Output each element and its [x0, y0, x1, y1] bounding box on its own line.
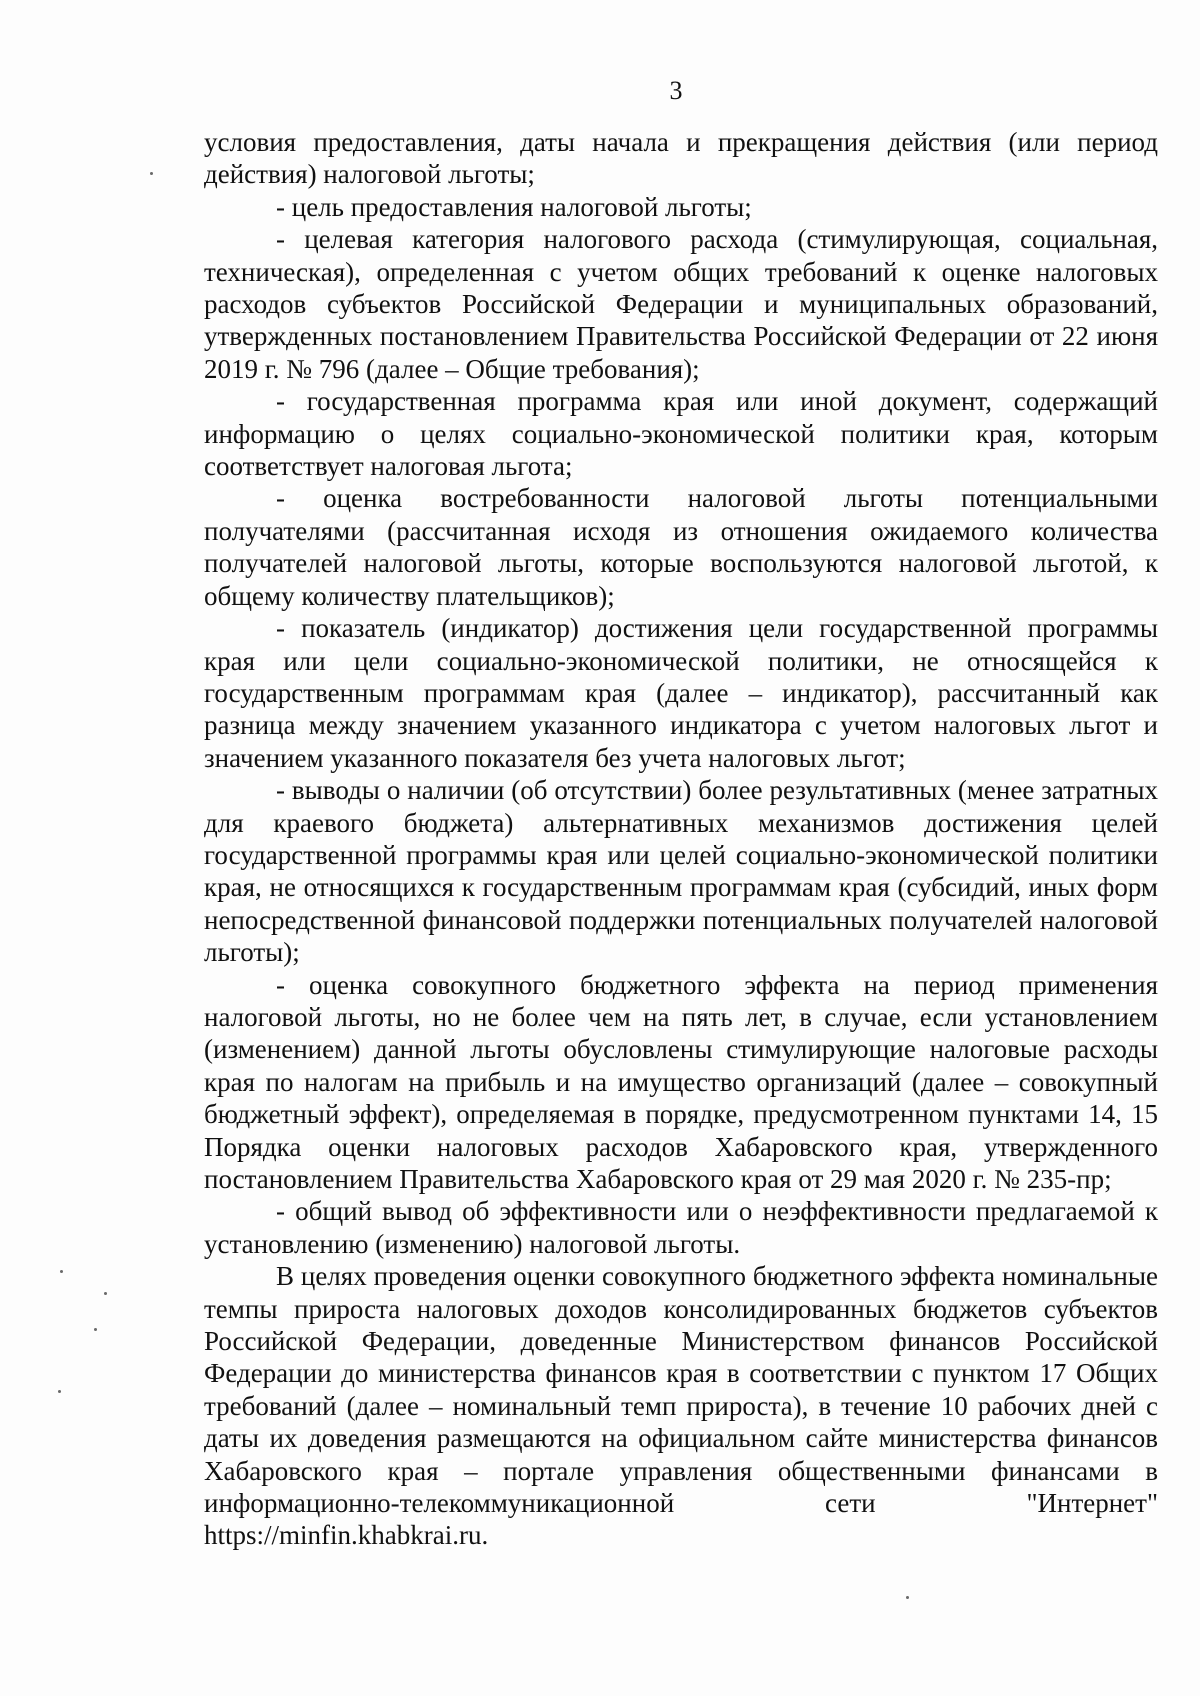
scan-speck — [906, 1596, 909, 1599]
page-number: 3 — [669, 76, 683, 105]
scan-speck — [150, 172, 153, 175]
scan-speck — [94, 1328, 97, 1331]
paragraph-alternatives: - выводы о наличии (об отсутствии) более результативных (менее затратных для краевого бюджета) альтернативных механизмов достижения целей государственной программы края или целей социально-экономической политики края, не относящихся к государственным программам края (субсидий, иных форм непосредственной финансовой поддержки потенциальных получателей налоговой льготы); — [204, 775, 1158, 968]
scan-speck — [58, 1390, 61, 1393]
paragraph-continuation: условия предоставления, даты начала и прекращения действия (или период действия) налоговой льготы; — [204, 127, 1158, 190]
paragraph-state-program: - государственная программа края или иной документ, содержащий информацию о целях социально-экономической политики края, которым соответствует налоговая льгота; — [204, 386, 1158, 482]
scan-speck — [104, 1292, 107, 1295]
paragraph-growth-rates: В целях проведения оценки совокупного бюджетного эффекта номинальные темпы прироста налоговых доходов консолидированных бюджетов субъектов Российской Федерации, доведенные Министерством финансов Российской Федерации до министерства финансов края в соответствии с пунктом 17 Общих требований (далее – номинальный темп прироста), в течение 10 рабочих дней с даты их доведения размещаются на официальном сайте министерства финансов Хабаровского края – портале управления общественными финансами в информационно-телекоммуникационной сети "Интернет" https://minfin.khabkrai.ru. — [204, 1261, 1158, 1551]
paragraph-target-category: - целевая категория налогового расхода (стимулирующая, социальная, техническая), определенная с учетом общих требований к оценке налоговых расходов субъектов Российской Федерации и муниципальных образований, утвержденных постановлением Правительства Российской Федерации от 22 июня 2019 г. № 796 (далее – Общие требования); — [204, 224, 1158, 384]
document-body — [204, 126, 1158, 1552]
paragraph-demand-assessment: - оценка востребованности налоговой льготы потенциальными получателями (рассчитанная исходя из отношения ожидаемого количества получателей налоговой льготы, которые воспользуются налоговой льготой, к общему количеству плательщиков); — [204, 483, 1158, 611]
paragraph-budget-effect: - оценка совокупного бюджетного эффекта на период применения налоговой льготы, но не более чем на пять лет, в случае, если установлением (изменением) данной льготы обусловлены стимулирующие налоговые расходы края по налогам на прибыль и на имущество организаций (далее – совокупный бюджетный эффект), определяемая в порядке, предусмотренном пунктами 14, 15 Порядка оценки налоговых расходов Хабаровского края, утвержденного постановлением Правительства Хабаровского края от 29 мая 2020 г. № 235-пр; — [204, 969, 1158, 1194]
paragraph-indicator: - показатель (индикатор) достижения цели государственной программы края или цели социально-экономической политики, не относящейся к государственным программам края (далее – индикатор), рассчитанный как разница между значением указанного индикатора с учетом налоговых льгот и значением указанного показателя без учета налоговых льгот; — [204, 613, 1158, 773]
paragraph-purpose: - цель предоставления налоговой льготы; — [276, 191, 752, 222]
paragraph-general-conclusion: - общий вывод об эффективности или о неэффективности предлагаемой к установлению (изменению) налоговой льготы. — [204, 1196, 1158, 1259]
scan-speck — [60, 1270, 63, 1273]
